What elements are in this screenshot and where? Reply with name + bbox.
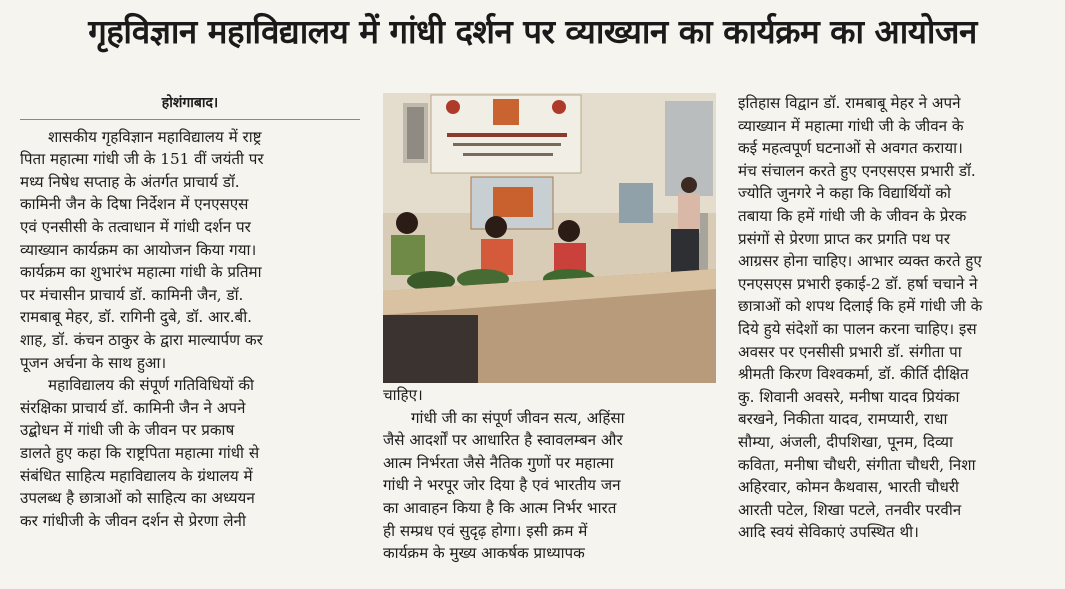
dateline-rule	[20, 119, 360, 120]
text-line: श्रीमती किरण विश्वकर्मा, डॉ. कीर्ति दीक्षित	[738, 365, 969, 384]
text-line: संबंधित साहित्य महाविद्यालय के ग्रंथालय में	[20, 466, 253, 485]
dateline: होशंगाबाद।	[161, 95, 219, 111]
text-line: कामिनी जैन के दिषा निर्देशन में एनएसएस	[20, 195, 249, 214]
text-line: अवसर पर एनसीसी प्रभारी डॉ. संगीता पा	[738, 342, 962, 361]
text-line: का आवाहन किया है कि आत्म निर्भर भारत	[383, 498, 617, 517]
text-line: उद्बोधन में गांधी जी के जीवन पर प्रकाष	[20, 421, 235, 440]
text-line: आदि स्वयं सेविकाएं उपस्थित थी।	[738, 523, 919, 542]
text-line: गांधी जी का संपूर्ण जीवन सत्य, अहिंसा	[411, 408, 625, 427]
text-line: प्रसंगों से प्रेरणा प्राप्त कर प्रगति पथ पर	[738, 229, 950, 248]
text-line: रामबाबू मेहर, डॉ. रागिनी दुबे, डॉ. आर.बी.	[20, 308, 252, 327]
text-line: कु. शिवानी अवसरे, मनीषा यादव प्रियंका	[738, 387, 960, 406]
text-line: बरखने, निकीता यादव, रामप्यारी, राधा	[738, 410, 948, 429]
article-column-3	[738, 92, 1065, 544]
text-line: तबाया कि हमें गांधी जी के जीवन के प्रेरक	[738, 206, 967, 225]
text-line: आग्रसर होना चाहिए। आभार व्यक्त करते हुए	[738, 252, 982, 271]
text-line: चाहिए।	[383, 386, 423, 404]
text-line: कर गांधीजी के जीवन दर्शन से प्रेरणा लेनी	[20, 511, 246, 530]
text-line: शासकीय गृहविज्ञान महाविद्यालय में राष्ट्र	[48, 127, 262, 146]
text-line: कार्यक्रम के मुख्य आकर्षक प्राध्यापक	[383, 544, 585, 563]
text-line: आरती पटेल, शिखा पटले, तनवीर परवीन	[738, 500, 962, 519]
text-line: उपलब्ध है छात्राओं को साहित्य का अध्ययन	[20, 489, 255, 508]
text-line: कई महत्वपूर्ण घटनाओं से अवगत कराया।	[738, 139, 963, 158]
text-line: पूजन अर्चना के साथ हुआ।	[20, 353, 167, 372]
text-line: मध्य निषेध सप्ताह के अंतर्गत प्राचार्य डॉ.	[20, 172, 240, 191]
text-line: आत्म निर्भरता जैसे नैतिक गुणों पर महात्मा	[383, 453, 614, 472]
event-photo	[383, 93, 716, 383]
text-line: पर मंचासीन प्राचार्य डॉ. कामिनी जैन, डॉ.	[20, 285, 244, 304]
text-line: एवं एनसीसी के तत्वाधान में गांधी दर्शन पर	[20, 217, 251, 236]
text-line: व्याख्यान कार्यक्रम का आयोजन किया गया।	[20, 240, 257, 259]
text-line: व्याख्यान में महात्मा गांधी जी के जीवन के	[738, 116, 964, 135]
text-line: गांधी ने भरपूर जोर दिया है एवं भारतीय जन	[383, 476, 621, 495]
text-line: अहिरवार, कोमन कैथवास, भारती चौधरी	[738, 478, 959, 497]
article-column-2	[383, 384, 716, 565]
text-line: सौम्या, अंजली, दीपशिखा, पूनम, दिव्या	[738, 432, 953, 451]
text-line: कविता, मनीषा चौधरी, संगीता चौधरी, निशा	[738, 455, 976, 474]
text-line: ही सम्प्रध एवं सुदृढ़ होगा। इसी क्रम में	[383, 521, 588, 540]
text-line: शाह, डॉ. कंचन ठाकुर के द्वारा माल्यार्पण कर	[20, 330, 263, 349]
article-column-1	[20, 92, 360, 532]
text-line: पिता महात्मा गांधी जी के 151 वीं जयंती पर	[20, 150, 264, 169]
text-line: संरक्षिका प्राचार्य डॉ. कामिनी जैन ने अपने	[20, 398, 246, 417]
text-line: कार्यक्रम का शुभारंभ महात्मा गांधी के प्रतिमा	[20, 263, 262, 282]
text-line: दिये हुये संदेशों का पालन करना चाहिए। इस	[738, 319, 977, 338]
text-line: डालते हुए कहा कि राष्ट्रपिता महात्मा गांधी से	[20, 443, 260, 462]
text-line: छात्राओं को शपथ दिलाई कि हमें गांधी जी के	[738, 297, 983, 316]
text-line: महाविद्यालय की संपूर्ण गतिविधियों की	[48, 376, 254, 395]
text-line: ज्योति जुनगरे ने कहा कि विद्यार्थियों को	[738, 184, 951, 203]
text-line: मंच संचालन करते हुए एनएसएस प्रभारी डॉ.	[738, 161, 976, 180]
text-line: जैसे आदर्शों पर आधारित है स्वावलम्बन और	[383, 431, 623, 450]
text-line: इतिहास विद्वान डॉ. रामबाबू मेहर ने अपने	[738, 94, 961, 112]
headline: गृहविज्ञान महाविद्यालय में गांधी दर्शन पर व्याख्यान का कार्यक्रम का आयोजन	[88, 12, 977, 51]
text-line: एनएसएस प्रभारी इकाई-2 डॉ. हर्षा चचाने ने	[738, 274, 978, 293]
